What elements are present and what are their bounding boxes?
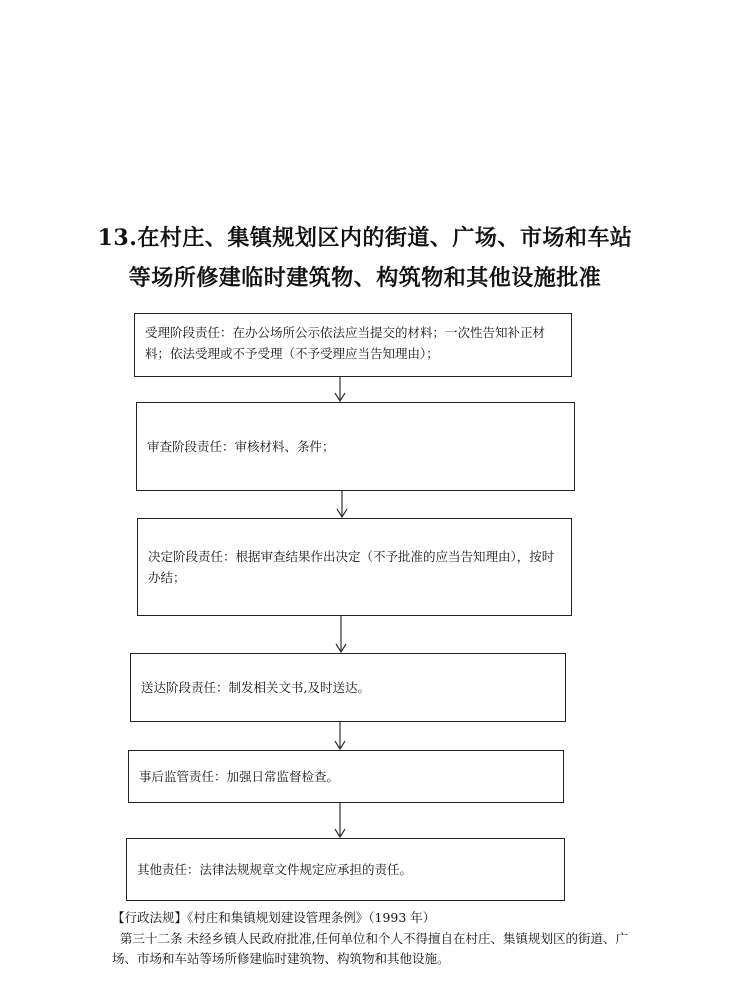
arrow-supervision-to-other (335, 803, 345, 837)
arrow-accept-to-review (335, 377, 345, 401)
arrow-review-to-decision (337, 491, 347, 517)
arrow-delivery-to-supervision (335, 722, 345, 749)
other-responsibility-text: 其他责任：法律法规规章文件规定应承担的责任。 (137, 862, 413, 877)
law-heading: 【行政法规】《村庄和集镇规划建设管理条例》（1993 年） (112, 910, 436, 925)
decision-stage-text: 决定阶段责任：根据审查结果作出决定（不予批准的应当告知理由），按时办结； (148, 549, 555, 585)
accept-stage-text: 受理阶段责任：在办公场所公示依法应当提交的材料；一次性告知补正材料；依法受理或不予受理（不予受理应当告知理由）； (145, 325, 546, 361)
page-title-line-2: 等场所修建临时建筑物、构筑物和其他设施批准 (128, 265, 602, 291)
review-stage-text: 审查阶段责任：审核材料、条件； (147, 439, 335, 454)
page-title-line-1: 13.在村庄、集镇规划区内的街道、广场、市场和车站 (97, 225, 633, 251)
arrow-decision-to-delivery (336, 616, 346, 652)
supervision-stage-text: 事后监管责任：加强日常监督检查。 (139, 769, 340, 784)
law-article: 第三十二条 未经乡镇人民政府批准,任何单位和个人不得擅自在村庄、集镇规划区的街道、广场、市场和车站等场所修建临时建筑物、构筑物和其他设施。 (112, 931, 628, 966)
delivery-stage-text: 送达阶段责任：制发相关文书,及时送达。 (141, 680, 370, 695)
